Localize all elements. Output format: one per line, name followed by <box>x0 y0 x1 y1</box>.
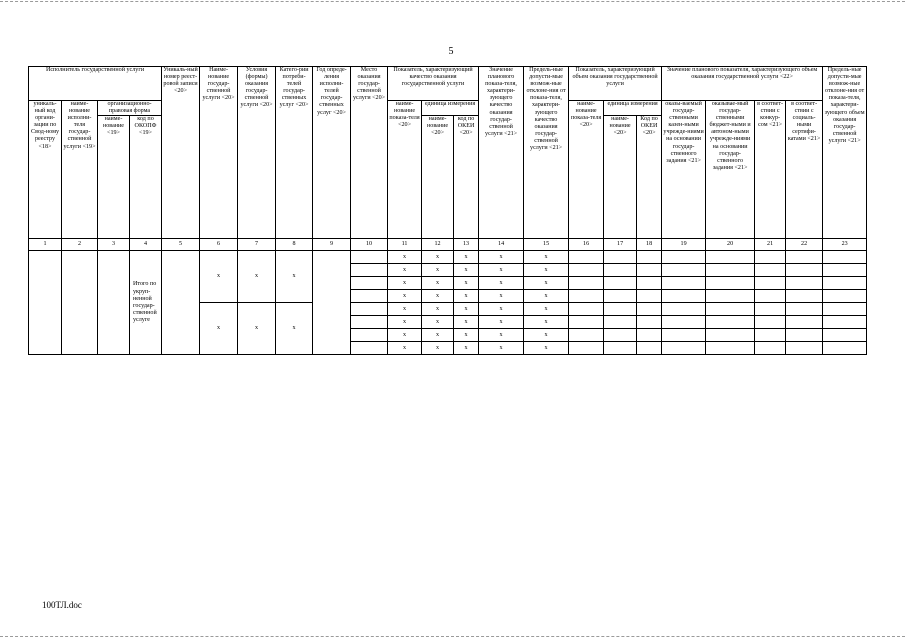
unique-number-header: Уникаль-ный номер реест-ровой записи <20> <box>162 67 200 239</box>
reg-code-header: уникаль-ный код органи-зации по Свод-ному реестру <18> <box>29 101 62 239</box>
v-unit-code-header: Код по ОКЕИ <20> <box>637 116 662 239</box>
cell-empty <box>637 342 662 355</box>
cell-empty <box>755 277 786 290</box>
v-unit-name-header: наиме-нование <20> <box>604 116 637 239</box>
x-mark: x <box>454 277 479 290</box>
cell-empty <box>706 264 755 277</box>
x-mark: x <box>454 290 479 303</box>
column-number: 22 <box>786 239 823 251</box>
cell-empty <box>823 329 867 342</box>
x-mark: x <box>388 316 422 329</box>
cell-empty <box>637 251 662 264</box>
cell-empty <box>662 251 706 264</box>
x-mark: x <box>422 251 454 264</box>
x-mark: x <box>388 264 422 277</box>
x-mark: x <box>479 316 524 329</box>
cell-empty <box>662 303 706 316</box>
column-number: 16 <box>569 239 604 251</box>
cell-empty <box>823 264 867 277</box>
x-mark: x <box>479 251 524 264</box>
x-mark: x <box>422 342 454 355</box>
cell-empty <box>662 329 706 342</box>
place-header: Место оказания государ-ственной услуги <20> <box>351 67 388 239</box>
olf-name-header: наиме-нование <19> <box>98 116 130 239</box>
x-mark: x <box>479 277 524 290</box>
cell-empty <box>351 251 388 264</box>
volume-indicator-header: Показатель, характеризующий объем оказания государственной услуги <box>569 67 662 101</box>
cell-empty <box>98 251 130 355</box>
cell-empty <box>706 342 755 355</box>
cell-empty <box>351 303 388 316</box>
q-unit-name-header: наиме-нование <20> <box>422 116 454 239</box>
x-mark: x <box>422 290 454 303</box>
x-mark: x <box>388 342 422 355</box>
x-mark: x <box>524 303 569 316</box>
x-mark: x <box>422 277 454 290</box>
cell-empty <box>569 264 604 277</box>
cell-empty <box>604 251 637 264</box>
cell-empty <box>755 290 786 303</box>
service-table <box>28 66 867 355</box>
olf-code-header: код по ОКОПФ <19> <box>130 116 162 239</box>
conditions-header: Условия (формы) оказания государ-ственной услуги <20> <box>238 67 276 239</box>
cell-empty <box>706 277 755 290</box>
cell-empty <box>569 316 604 329</box>
column-number: 7 <box>238 239 276 251</box>
x-mark: x <box>454 251 479 264</box>
x-mark: x <box>422 264 454 277</box>
cell-empty <box>786 264 823 277</box>
cell-empty <box>662 342 706 355</box>
x-mark: x <box>479 290 524 303</box>
cell-empty <box>351 342 388 355</box>
cell-empty <box>62 251 98 355</box>
v-state-institutions-header: оказы-ваемый государ-ственными казен-ными учрежде-ниями на основании государ-ственного задания <21> <box>662 101 706 239</box>
cell-empty <box>637 316 662 329</box>
v-budget-institutions-header: оказывае-мый государ-ственными бюджет-ными и автоном-ными учрежде-ниями на основании государ-ственного задания <21> <box>706 101 755 239</box>
column-number: 20 <box>706 239 755 251</box>
x-mark: x <box>524 277 569 290</box>
x-mark: x <box>524 264 569 277</box>
cell-empty <box>637 264 662 277</box>
exec-name-header: наиме-нование исполни-теля государ-ственной услуги <19> <box>62 101 98 239</box>
cell-empty <box>823 342 867 355</box>
x-mark: x <box>388 290 422 303</box>
cell-empty <box>569 290 604 303</box>
column-number: 11 <box>388 239 422 251</box>
cell-empty <box>823 290 867 303</box>
scan-top-edge <box>0 1 905 2</box>
cell-empty <box>706 316 755 329</box>
cell-empty <box>637 277 662 290</box>
x-mark: x <box>200 303 238 355</box>
x-mark: x <box>388 251 422 264</box>
cell-empty <box>706 303 755 316</box>
x-mark: x <box>422 316 454 329</box>
cell-empty <box>755 342 786 355</box>
cell-empty <box>662 316 706 329</box>
q-unit-code-header: код по ОКЕИ <20> <box>454 116 479 239</box>
cell-empty <box>823 303 867 316</box>
quality-planned-value-header: Значение планового показа-теля, характери-зующего качество оказания государ-ственной услуги <21> <box>479 67 524 239</box>
x-mark: x <box>479 342 524 355</box>
v-competition-header: в соответ-ствии с конкур-сом <21> <box>755 101 786 239</box>
cell-empty <box>637 303 662 316</box>
cell-empty <box>604 290 637 303</box>
x-mark: x <box>454 303 479 316</box>
v-indicator-name-header: наиме-нование показа-теля <20> <box>569 101 604 239</box>
cell-empty <box>662 277 706 290</box>
quality-deviation-header: Предель-ные допусти-мые возмож-ные отклоне-ния от показа-теля, характери-зующего качество оказания государ-ственной услуги <21> <box>524 67 569 239</box>
column-number: 5 <box>162 239 200 251</box>
column-number: 18 <box>637 239 662 251</box>
column-number: 15 <box>524 239 569 251</box>
x-mark: x <box>388 329 422 342</box>
cell-empty <box>351 290 388 303</box>
x-mark: x <box>422 303 454 316</box>
x-mark: x <box>454 316 479 329</box>
cell-empty <box>786 251 823 264</box>
cell-empty <box>755 316 786 329</box>
x-mark: x <box>238 251 276 303</box>
cell-empty <box>604 277 637 290</box>
column-number: 2 <box>62 239 98 251</box>
column-number: 3 <box>98 239 130 251</box>
cell-empty <box>351 329 388 342</box>
cell-empty <box>604 329 637 342</box>
cell-empty <box>823 316 867 329</box>
cell-empty <box>569 277 604 290</box>
quality-indicator-header: Показатель, характеризующий качество оказания государственной услуги <box>388 67 479 101</box>
cell-empty <box>786 277 823 290</box>
x-mark: x <box>479 329 524 342</box>
column-number: 4 <box>130 239 162 251</box>
cell-empty <box>823 277 867 290</box>
year-defining-header: Год опреде-ления исполни-телей государ-ственных услуг <20> <box>313 67 351 239</box>
cell-empty <box>604 342 637 355</box>
cell-empty <box>755 303 786 316</box>
header-row-1 <box>29 67 867 101</box>
cell-empty <box>351 316 388 329</box>
cell-empty <box>662 264 706 277</box>
table-row <box>29 251 867 264</box>
column-number: 19 <box>662 239 706 251</box>
cell-empty <box>755 264 786 277</box>
cell-empty <box>29 251 62 355</box>
org-legal-form-header: организационно-правовая форма <box>98 101 162 116</box>
q-indicator-name-header: наиме-нование показа-теля <20> <box>388 101 422 239</box>
x-mark: x <box>454 329 479 342</box>
cell-empty <box>706 251 755 264</box>
cell-empty <box>162 251 200 355</box>
x-mark: x <box>479 264 524 277</box>
cell-empty <box>604 316 637 329</box>
cell-empty <box>786 303 823 316</box>
x-mark: x <box>276 251 313 303</box>
x-mark: x <box>388 277 422 290</box>
document-filename: 100ТЛ.doc <box>42 600 82 610</box>
x-mark: x <box>524 342 569 355</box>
x-mark: x <box>524 251 569 264</box>
x-mark: x <box>524 316 569 329</box>
x-mark: x <box>524 329 569 342</box>
x-mark: x <box>454 342 479 355</box>
cell-empty <box>604 264 637 277</box>
cell-empty <box>637 329 662 342</box>
consumer-categories-header: Катего-рии потреби-телей государ-ственных услуг <20> <box>276 67 313 239</box>
service-name-header: Наиме-нование государ-ственной услуги <20> <box>200 67 238 239</box>
page-number: 5 <box>448 46 454 57</box>
scan-bottom-edge <box>0 636 905 637</box>
cell-empty <box>786 316 823 329</box>
cell-empty <box>569 342 604 355</box>
x-mark: x <box>524 290 569 303</box>
cell-empty <box>755 329 786 342</box>
cell-empty <box>786 329 823 342</box>
cell-empty <box>662 290 706 303</box>
column-number: 12 <box>422 239 454 251</box>
q-unit-header: единица измерения <box>422 101 479 116</box>
column-number: 23 <box>823 239 867 251</box>
cell-empty <box>569 329 604 342</box>
column-number: 13 <box>454 239 479 251</box>
x-mark: x <box>479 303 524 316</box>
cell-empty <box>637 290 662 303</box>
x-mark: x <box>454 264 479 277</box>
cell-empty <box>786 290 823 303</box>
column-number: 10 <box>351 239 388 251</box>
cell-empty <box>706 329 755 342</box>
cell-empty <box>313 251 351 355</box>
x-mark: x <box>388 303 422 316</box>
x-mark: x <box>422 329 454 342</box>
x-mark: x <box>238 303 276 355</box>
column-number-row <box>29 239 867 251</box>
x-mark: x <box>276 303 313 355</box>
column-number: 17 <box>604 239 637 251</box>
volume-deviation-header: Предель-ные допусти-мые возмож-ные отклоне-ния от показа-теля, характери-зующего объем оказания государ-ственной услуги <21> <box>823 67 867 239</box>
volume-planned-header: Значение планового показателя, характеризующего объем оказания государственной услуги <22> <box>662 67 823 101</box>
header-row-2 <box>29 101 867 116</box>
v-unit-header: единица измерения <box>604 101 662 116</box>
cell-empty <box>823 251 867 264</box>
cell-empty <box>351 264 388 277</box>
executor-header: Исполнитель государственной услуги <box>29 67 162 101</box>
cell-empty <box>786 342 823 355</box>
column-number: 6 <box>200 239 238 251</box>
cell-empty <box>706 290 755 303</box>
v-certificates-header: в соответ-ствии с социаль-ными сертифи-катами <21> <box>786 101 823 239</box>
x-mark: x <box>200 251 238 303</box>
cell-empty <box>755 251 786 264</box>
column-number: 8 <box>276 239 313 251</box>
cell-empty <box>569 303 604 316</box>
column-number: 9 <box>313 239 351 251</box>
column-number: 14 <box>479 239 524 251</box>
itogo-label: Итого по укруп-ненной государ-ственной услуге <box>130 251 162 355</box>
cell-empty <box>351 277 388 290</box>
column-number: 1 <box>29 239 62 251</box>
cell-empty <box>569 251 604 264</box>
cell-empty <box>604 303 637 316</box>
column-number: 21 <box>755 239 786 251</box>
